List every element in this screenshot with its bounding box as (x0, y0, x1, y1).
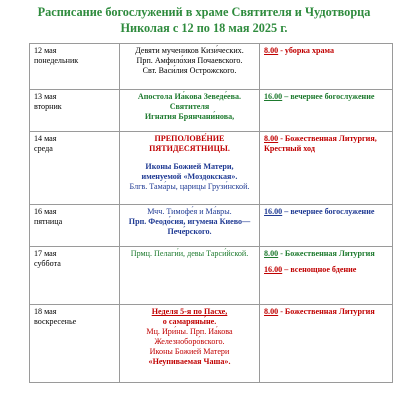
service-text: - уборка храма (278, 46, 335, 55)
service-text: - Божественная Литургия (278, 249, 375, 258)
feast-title: о самаряны́не. (162, 317, 217, 326)
date-cell (30, 132, 120, 205)
date: 12 мая (34, 46, 57, 55)
date: 17 мая (34, 249, 57, 258)
service-text: – всенощное бдение (282, 265, 357, 274)
weekday: вторник (34, 102, 62, 111)
services-cell (260, 44, 393, 90)
schedule-table (29, 43, 393, 383)
weekday: воскресенье (34, 317, 77, 326)
service-time: 8.00 (264, 307, 279, 316)
saints-cell (120, 247, 260, 305)
feast-title: ПРЕПОЛОВЕ́НИЕ (154, 134, 225, 143)
feast-title: ПЯТИДЕСЯТНИЦЫ. (149, 144, 230, 153)
service-time: 8.00 (264, 46, 279, 55)
date-cell (30, 205, 120, 247)
services-cell (260, 305, 393, 383)
service-time: 16.00 (264, 92, 283, 101)
service-time: 8.00 (264, 134, 279, 143)
saints-cell (120, 132, 260, 205)
service-item (264, 249, 388, 259)
date: 18 мая (34, 307, 57, 316)
table-row (30, 90, 393, 132)
page-title (8, 4, 400, 36)
weekday: суббота (34, 259, 61, 268)
table-row (30, 44, 393, 90)
feast-title: Неделя 5-я по Пасхе, (151, 307, 228, 316)
saint-line: «Неупиваемая Чаша». (148, 357, 231, 366)
service-item (264, 92, 388, 102)
saint-line: Прмц. Пелаги́и, девы Тарси́йской. (130, 249, 249, 258)
services-cell (260, 90, 393, 132)
saint-line: Прп. Амфило́хия Почаевского. (136, 56, 243, 65)
service-item (264, 307, 388, 317)
saint-line: Святителя (169, 102, 210, 111)
weekday: понедельник (34, 56, 79, 65)
table-row (30, 247, 393, 305)
saint-line: Мц. Ири́ны. Прп. Иа́кова (146, 327, 233, 336)
service-item (264, 46, 388, 56)
service-text: – вечернее богослужение (282, 92, 375, 101)
table-row (30, 205, 393, 247)
date: 14 мая (34, 134, 57, 143)
saint-line: Мчч. Тимофе́я и Ма́вры. (147, 207, 232, 216)
service-text: - Божественная Литургия, Крестный ход (264, 134, 377, 153)
date-cell (30, 44, 120, 90)
services-cell (260, 132, 393, 205)
service-time: 16.00 (264, 265, 283, 274)
saints-cell (120, 44, 260, 90)
date-cell (30, 247, 120, 305)
service-time: 8.00 (264, 249, 279, 258)
services-cell (260, 247, 393, 305)
date: 13 мая (34, 92, 57, 101)
saint-line: Апостола Иа́кова Зеведе́ева. (137, 92, 242, 101)
weekday: среда (34, 144, 53, 153)
date: 16 мая (34, 207, 57, 216)
saints-cell (120, 90, 260, 132)
saint-line: Иконы Божией Матери (149, 347, 230, 356)
service-item (264, 265, 388, 275)
saint-line: Девяти мучеников Кизи́ческих. (135, 46, 244, 55)
services-cell (260, 205, 393, 247)
saints-cell (120, 305, 260, 383)
saints-cell (120, 205, 260, 247)
saint-line: Иконы Божией Матери, (145, 162, 234, 171)
saint-line: Прп. Феодо́сия, игумена Киево— (128, 217, 251, 226)
saint-line: Железноборо́вского. (154, 337, 225, 346)
date-cell (30, 305, 120, 383)
service-item (264, 134, 388, 154)
service-time: 16.00 (264, 207, 283, 216)
table-row (30, 305, 393, 383)
service-item (264, 207, 388, 217)
saint-line: Свт. Васи́лия Острожского. (142, 66, 237, 75)
saint-line: Блгв. Тама́ры, царицы Грузи́нской. (129, 182, 250, 191)
saint-line: именуемой «Моздокская». (141, 172, 238, 181)
saint-line: Пече́рского. (167, 227, 212, 236)
title-line-2: Николая с 12 по 18 мая 2025 г. (120, 21, 288, 35)
service-text: – вечернее богослужение (282, 207, 375, 216)
date-cell (30, 90, 120, 132)
saint-line: Игнатия Брянчани́нова, (144, 112, 235, 121)
service-text: - Божественная Литургия (278, 307, 375, 316)
table-row (30, 132, 393, 205)
title-line-1: Расписание богослужений в храме Святителя и Чудотворца (37, 5, 371, 19)
weekday: пятница (34, 217, 63, 226)
